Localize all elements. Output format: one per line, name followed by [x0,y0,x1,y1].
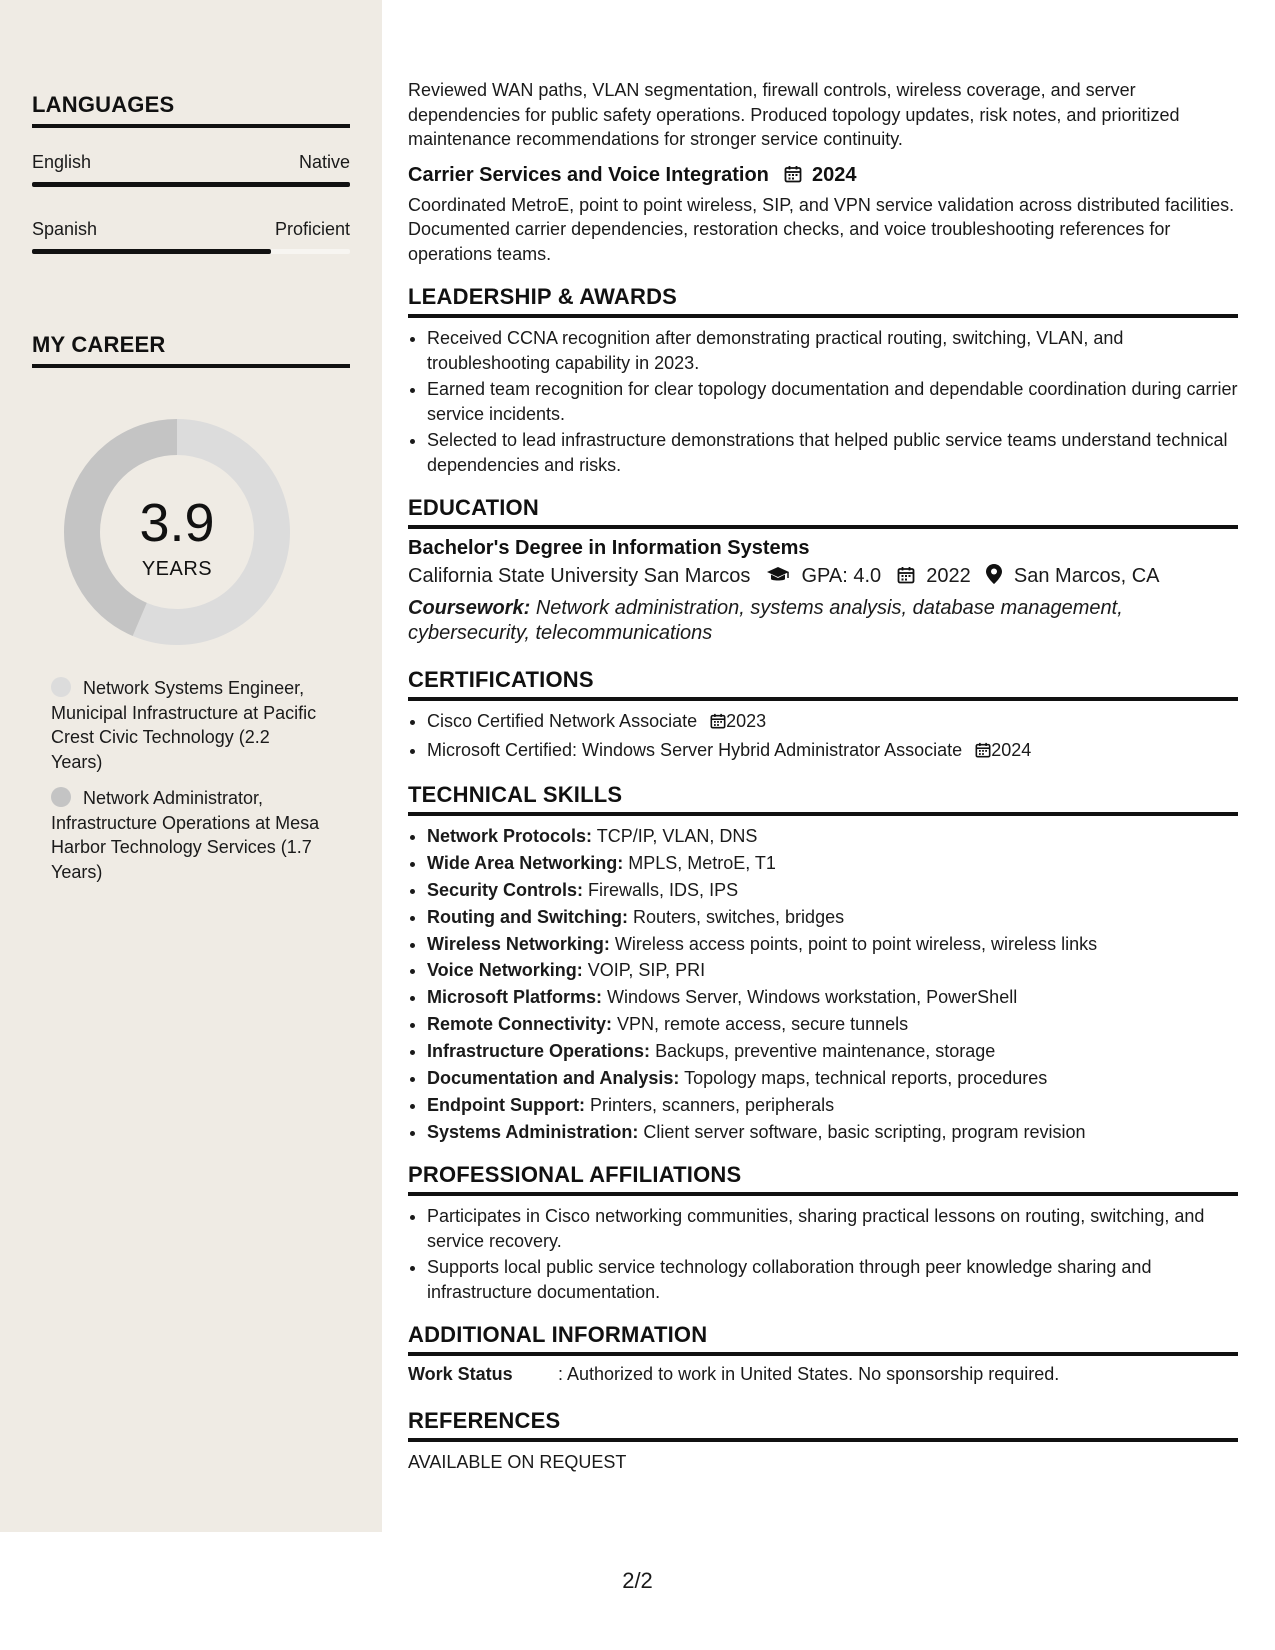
intro-paragraph: Reviewed WAN paths, VLAN segmentation, firewall controls, wireless coverage, and server dependencies for public safety operations. Produced topology updates, risk notes, and prioritized maintenance recommendations for stronger service continuity. [408,80,1180,149]
list-item [427,1012,1238,1037]
list-item [427,851,1238,876]
skills-title: TECHNICAL SKILLS [408,782,1238,816]
gpa: GPA: 4.0 [801,565,882,587]
certifications-list [408,709,1238,764]
career-item [51,786,321,884]
skill-label: Network Protocols: [427,826,593,846]
list-item [427,709,1238,736]
calendar-icon [710,711,726,736]
language-name: Spanish [32,219,98,239]
list-item [427,1039,1238,1064]
work-status-row [408,1364,1238,1390]
calendar-icon [975,740,991,765]
project-year: 2024 [812,163,857,186]
skill-value: Client server software, basic scripting, program revision [643,1121,1086,1142]
list-item: • Supports local public service technology collaboration through peer knowledge sharing and infrastructure documentation. [427,1255,1238,1304]
list-item: • Received CCNA recognition after demonstrating practical routing, switching, VLAN, and troubleshooting capability in 2023. [427,326,1238,375]
cert-name: Cisco Certified Network Associate [427,711,698,731]
skill-value: Backups, preventive maintenance, storage [655,1041,996,1062]
skill-value: Firewalls, IDS, IPS [588,879,739,900]
language-bar-fill [32,249,271,254]
skill-value: Routers, switches, bridges [633,906,845,927]
career-title: MY CAREER [32,332,350,368]
affiliations-title: PROFESSIONAL AFFILIATIONS [408,1162,1238,1196]
list-item [427,905,1238,930]
coursework [408,596,1238,645]
references-text: AVAILABLE ON REQUEST [408,1452,627,1473]
project-description: Coordinated MetroE, point to point wireless, SIP, and VPN service validation across distributed facilities. Documented carrier dependencies, restoration checks, and voice troubleshooting references for operations teams. [408,194,1235,264]
list-item [427,958,1238,983]
career-donut [32,412,322,652]
career-total: 3.9 [139,493,215,553]
career-item-text: Network Administrator, Infrastructure Operations at Mesa Harbor Technology Services (1.7 Years) [51,788,320,882]
list-item [427,738,1238,765]
skill-label: Routing and Switching: [427,906,628,927]
list-item [427,1120,1238,1145]
cert-year: 2023 [726,711,767,731]
graduation-cap-icon [766,566,790,590]
language-bar-fill [32,182,350,187]
skill-value: Windows Server, Windows workstation, PowerShell [607,987,1018,1008]
skill-label: Security Controls: [427,879,584,900]
school-location: San Marcos, CA [1013,565,1160,587]
additional-info-title: ADDITIONAL INFORMATION [408,1322,1238,1356]
main-content [408,78,1238,1475]
legend-dot [51,787,71,807]
skill-label: Infrastructure Operations: [427,1041,651,1062]
language-level: Native [298,152,350,172]
skill-value: VPN, remote access, secure tunnels [617,1014,909,1035]
skill-label: Wireless Networking: [427,933,610,954]
skill-label: Voice Networking: [427,960,583,981]
languages-title: LANGUAGES [32,92,350,128]
list-item: • Selected to lead infrastructure demonstrations that helped public service teams understand technical dependencies and risks. [427,428,1238,477]
skill-value: Wireless access points, point to point wireless, wireless links [614,933,1098,954]
list-item [427,878,1238,903]
language-row [32,219,350,243]
cert-year: 2024 [991,739,1032,760]
leadership-title: LEADERSHIP & AWARDS [408,284,1238,318]
work-status-value: : Authorized to work in United States. No sponsorship required. [558,1364,1060,1385]
skill-label: Systems Administration: [427,1121,639,1142]
sidebar [0,0,382,1532]
skill-label: Microsoft Platforms: [427,987,603,1008]
legend-dot [51,677,71,697]
calendar-icon [784,165,802,189]
location-pin-icon [986,564,1002,590]
degree-title: Bachelor's Degree in Information Systems [408,537,810,559]
work-status-label: Work Status [408,1364,513,1385]
career-unit: YEARS [141,558,213,580]
skill-value: Printers, scanners, peripherals [589,1094,835,1115]
language-level: Proficient [274,219,350,239]
affiliations-list [408,1204,1238,1304]
career-item-text: Network Systems Engineer, Municipal Infrastructure at Pacific Crest Civic Technology (2.2 Years) [51,678,317,772]
list-item [427,932,1238,957]
languages-section [32,92,350,254]
project-heading [408,164,1238,189]
calendar-icon [897,566,915,590]
language-name: English [32,152,92,172]
skill-label: Documentation and Analysis: [427,1068,680,1089]
skill-label: Endpoint Support: [427,1094,585,1115]
leadership-list [408,326,1238,477]
skill-value: Topology maps, technical reports, procedures [684,1068,1048,1089]
career-item [51,676,321,774]
coursework-label: Coursework: [408,597,531,619]
language-bar [32,249,350,254]
language-bar [32,182,350,187]
skill-value: TCP/IP, VLAN, DNS [596,826,758,846]
references-title: REFERENCES [408,1408,1238,1442]
language-row [32,152,350,176]
skill-value: VOIP, SIP, PRI [587,960,706,981]
coursework-text: Network administration, systems analysis, database management, cybersecurity, telecommunications [408,597,1123,644]
education-title: EDUCATION [408,495,1238,529]
certifications-title: CERTIFICATIONS [408,667,1238,701]
school-name: California State University San Marcos [408,565,751,587]
skill-label: Remote Connectivity: [427,1014,613,1035]
project-title: Carrier Services and Voice Integration [408,163,769,186]
cert-name: Microsoft Certified: Windows Server Hybrid Administrator Associate [427,739,963,760]
list-item [427,824,1238,849]
skill-value: MPLS, MetroE, T1 [628,852,776,873]
list-item [427,1093,1238,1118]
list-item [427,985,1238,1010]
school-line [408,564,1238,590]
career-section [32,332,350,368]
skill-label: Wide Area Networking: [427,852,624,873]
graduation-year: 2022 [926,565,971,587]
list-item [427,1066,1238,1091]
skills-list [408,824,1238,1144]
list-item: • Participates in Cisco networking communities, sharing practical lessons on routing, switching, and service recovery. [427,1204,1238,1253]
list-item: • Earned team recognition for clear topology documentation and dependable coordination during carrier service incidents. [427,377,1238,426]
page-number: 2/2 [622,1568,653,1593]
